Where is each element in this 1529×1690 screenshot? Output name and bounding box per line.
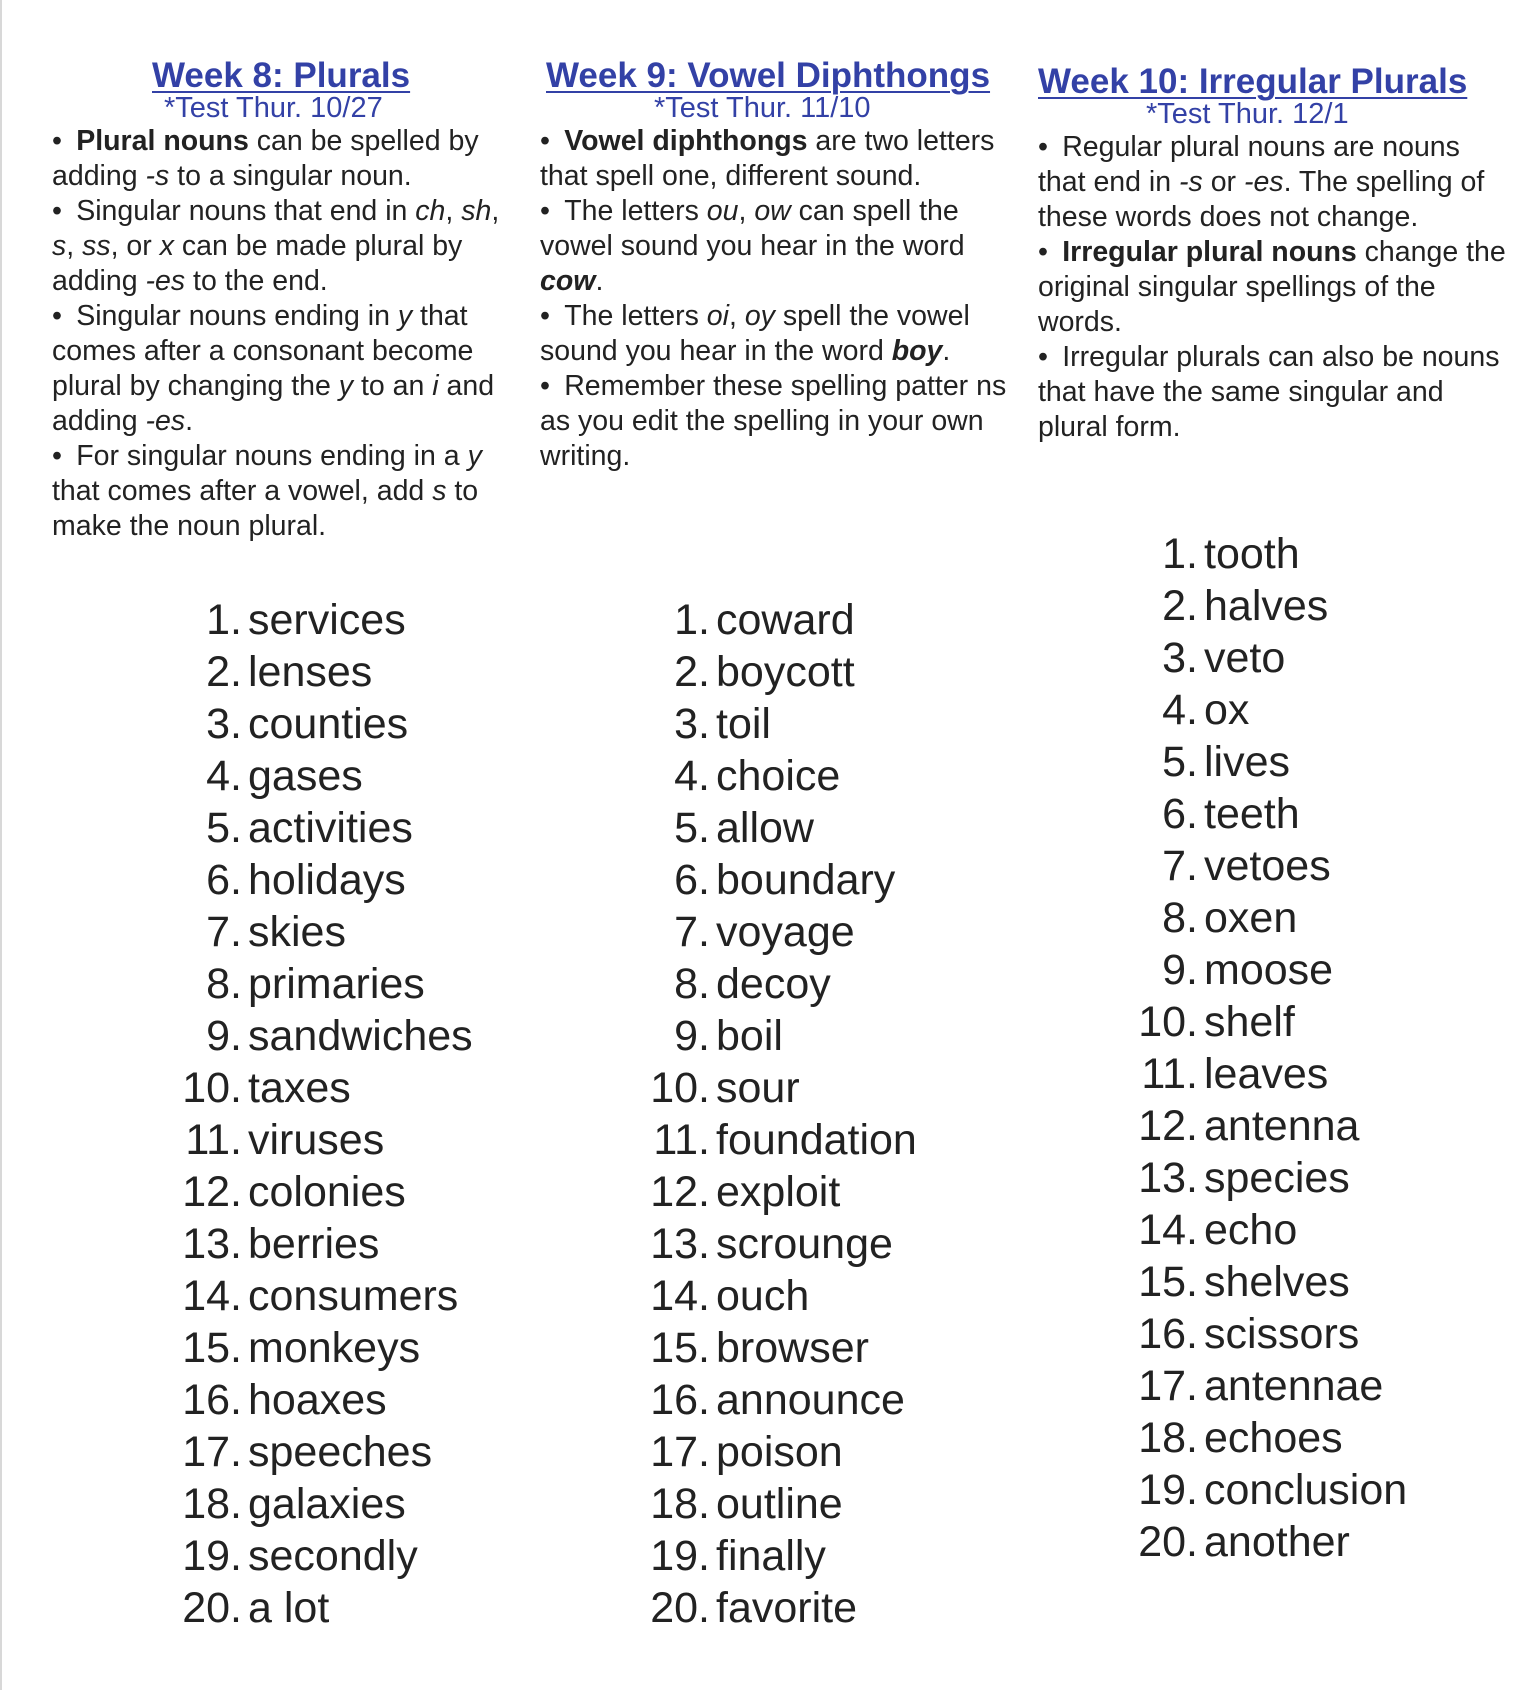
note-text: Remember these spelling patter ns as you edit the spelling in your own writing. [540,370,1007,472]
note-text: can spell the vowel sound you hear in the word [540,195,965,262]
spelling-word: choice [716,752,841,800]
spelling-word: services [248,596,406,644]
note-text: , [66,230,83,262]
spelling-word: sour [716,1064,800,1112]
spelling-word: taxes [248,1064,351,1112]
note-text: . [942,335,951,367]
note-bullet [52,194,522,299]
word-number: 5. [1162,738,1198,786]
spelling-word: favorite [716,1584,858,1632]
note-text: -es [145,265,186,297]
week-10-notes [1038,130,1508,445]
spelling-word: conclusion [1204,1466,1408,1514]
spelling-word: shelf [1204,998,1295,1046]
word-number: 9. [674,1012,710,1060]
note-bullet [1038,235,1508,340]
word-number: 4. [1162,686,1198,734]
spelling-word: berries [248,1220,380,1268]
note-text: spell the vowel sound you hear in the word [540,300,970,367]
word-number: 10. [1138,998,1198,1046]
spelling-word: colonies [248,1168,406,1216]
spelling-word: echo [1204,1206,1298,1254]
note-text: , [445,195,462,227]
note-text: -s [1179,166,1203,198]
spelling-word: ox [1204,686,1250,734]
bullet-dot-icon: • [52,195,62,227]
word-number: 3. [206,700,242,748]
word-number: 4. [674,752,710,800]
spelling-word: gases [248,752,363,800]
spelling-word: teeth [1204,790,1300,838]
note-emphasis: Plural nouns [76,125,249,157]
note-bullet [52,299,522,439]
note-text: are two letters that spell one, different sound. [540,125,995,192]
note-text: -es [145,405,186,437]
note-bullet [1038,340,1508,445]
word-number: 6. [206,856,242,904]
spelling-word: speeches [248,1428,433,1476]
note-text: The letters [564,300,707,332]
note-text: Singular nouns that end in [76,195,416,227]
word-number: 18. [1138,1414,1198,1462]
spelling-word: boundary [716,856,896,904]
spelling-word: tooth [1204,530,1300,578]
bullet-dot-icon: • [540,125,550,157]
note-bullet [540,299,1010,369]
word-number: 15. [650,1324,710,1372]
note-text: , [728,300,745,332]
word-number: 7. [674,908,710,956]
note-text: y [338,370,354,402]
word-number: 19. [1138,1466,1198,1514]
bullet-dot-icon: • [540,300,550,332]
spelling-word: ouch [716,1272,810,1320]
note-text: can be spelled by adding [52,125,479,192]
week-8-title: Week 8: Plurals [152,56,411,95]
week-9-title: Week 9: Vowel Diphthongs [546,56,991,95]
spelling-word: boil [716,1012,783,1060]
word-number: 12. [650,1168,710,1216]
word-number: 13. [650,1220,710,1268]
note-text: ow [754,195,791,227]
word-number: 19. [182,1532,242,1580]
word-number: 10. [182,1064,242,1112]
note-text: Irregular plurals can also be nouns that have the same singular and plural form. [1038,341,1500,443]
note-text: . [595,265,604,297]
word-number: 20. [1138,1518,1198,1566]
word-number: 17. [650,1428,710,1476]
spelling-word: coward [716,596,855,644]
spelling-word: echoes [1204,1414,1343,1462]
note-text: or [1202,166,1244,198]
word-number: 14. [1138,1206,1198,1254]
spelling-word: counties [248,700,409,748]
note-bullet [52,124,522,194]
word-number: 11. [653,1116,710,1164]
spelling-word: shelves [1204,1258,1350,1306]
word-number: 8. [1162,894,1198,942]
note-text: to make the noun plural. [52,475,479,542]
word-number: 15. [1138,1258,1198,1306]
bullet-dot-icon: • [52,125,62,157]
spelling-word: foundation [716,1116,917,1164]
word-number: 12. [1138,1102,1198,1150]
note-text: , or [110,230,160,262]
note-text: Regular plural nouns are nouns that end in [1038,131,1460,198]
note-emphasis: Irregular plural nouns [1062,236,1357,268]
note-text: y [397,300,413,332]
note-bullet [1038,130,1508,235]
bullet-dot-icon: • [1038,131,1048,163]
spelling-word: another [1204,1518,1350,1566]
spelling-word: monkeys [248,1324,421,1372]
word-number: 10. [650,1064,710,1112]
note-text: to the end. [185,265,328,297]
note-text: ss [82,230,111,262]
note-text: s [432,475,447,507]
word-number: 4. [206,752,242,800]
note-text: . [185,405,194,437]
word-number: 14. [182,1272,242,1320]
spelling-word: species [1204,1154,1350,1202]
note-text: For singular nouns ending in a [76,440,468,472]
word-number: 1. [1162,530,1198,578]
spelling-word: a lot [248,1584,330,1632]
word-number: 13. [1138,1154,1198,1202]
word-number: 16. [182,1376,242,1424]
word-number: 18. [182,1480,242,1528]
word-number: 5. [674,804,710,852]
spelling-word: leaves [1204,1050,1329,1098]
spelling-word: boycott [716,648,855,696]
note-text: oy [744,300,775,332]
word-number: 16. [650,1376,710,1424]
word-number: 12. [182,1168,242,1216]
spelling-word: exploit [716,1168,841,1216]
word-number: 13. [182,1220,242,1268]
week-8-test-date: *Test Thur. 10/27 [164,92,383,124]
spelling-word: browser [716,1324,869,1372]
note-bullet [52,439,522,544]
spelling-word: decoy [716,960,831,1008]
spelling-word: antenna [1204,1102,1360,1150]
word-number: 15. [182,1324,242,1372]
spelling-word: oxen [1204,894,1298,942]
spelling-word: finally [716,1532,826,1580]
word-number: 20. [182,1584,242,1632]
note-text: , [491,195,500,227]
note-text: -s [145,160,170,192]
spelling-word: galaxies [248,1480,406,1528]
week-9-test-date: *Test Thur. 11/10 [654,92,871,124]
spelling-word: lenses [248,648,373,696]
spelling-word: consumers [248,1272,459,1320]
word-number: 14. [650,1272,710,1320]
note-text: can be made plural by adding [52,230,463,297]
word-number: 8. [674,960,710,1008]
word-number: 1. [206,596,242,644]
word-number: 17. [182,1428,242,1476]
word-number: 6. [674,856,710,904]
bullet-dot-icon: • [540,370,550,402]
spelling-word: toil [716,700,771,748]
spelling-word: poison [716,1428,843,1476]
bullet-dot-icon: • [1038,236,1048,268]
bullet-dot-icon: • [52,300,62,332]
note-bullet [540,369,1010,474]
note-text: . The spelling of these words does not change. [1038,166,1485,233]
word-number: 1. [674,596,710,644]
note-text: -es [1243,166,1284,198]
note-emphasis: boy [891,335,943,367]
spelling-word: holidays [248,856,406,904]
word-number: 3. [674,700,710,748]
note-text: ou [706,195,739,227]
spelling-word: antennae [1204,1362,1384,1410]
spelling-word: hoaxes [248,1376,387,1424]
word-number: 20. [650,1584,710,1632]
note-text: sh [461,195,492,227]
word-number: 9. [1162,946,1198,994]
note-text: , [738,195,755,227]
word-number: 18. [650,1480,710,1528]
note-emphasis: cow [540,265,596,297]
spelling-word: sandwiches [248,1012,473,1060]
week-9-notes [540,124,1010,474]
note-text: that comes after a consonant become plural by changing the [52,300,474,402]
spelling-word: scrounge [716,1220,893,1268]
note-text: oi [706,300,729,332]
spelling-word: halves [1204,582,1329,630]
word-number: 7. [1162,842,1198,890]
spelling-word: activities [248,804,413,852]
note-text: x [159,230,174,262]
spelling-word: lives [1204,738,1291,786]
spelling-word: viruses [248,1116,385,1164]
note-bullet [540,124,1010,194]
note-text: ch [415,195,446,227]
note-text: to a singular noun. [169,160,412,192]
note-text: that comes after a vowel, add [52,475,433,507]
spelling-word: announce [716,1376,905,1424]
note-text: y [467,440,482,472]
bullet-dot-icon: • [540,195,550,227]
word-number: 6. [1162,790,1198,838]
spelling-word: allow [716,804,814,852]
word-number: 3. [1162,634,1198,682]
word-number: 11. [185,1116,242,1164]
note-text: Singular nouns ending in [76,300,398,332]
spelling-word: outline [716,1480,843,1528]
week-10-test-date: *Test Thur. 12/1 [1146,98,1349,130]
note-text: The letters [564,195,707,227]
word-number: 9. [206,1012,242,1060]
word-number: 11. [1141,1050,1198,1098]
spelling-word: vetoes [1204,842,1331,890]
spelling-word: secondly [248,1532,418,1580]
bullet-dot-icon: • [1038,341,1048,373]
word-number: 19. [650,1532,710,1580]
spelling-word: moose [1204,946,1334,994]
note-text: s [52,230,67,262]
spelling-word: skies [248,908,346,956]
note-text: and adding [52,370,495,437]
note-emphasis: Vowel diphthongs [564,125,808,157]
word-number: 2. [1162,582,1198,630]
word-number: 8. [206,960,242,1008]
week-8-notes [52,124,522,544]
spelling-word: primaries [248,960,425,1008]
note-text: change the original singular spellings of the words. [1038,236,1506,338]
week-10-title: Week 10: Irregular Plurals [1038,62,1468,101]
word-number: 17. [1138,1362,1198,1410]
note-text: i [432,370,439,402]
word-number: 2. [674,648,710,696]
page-edge-rule [0,0,2,1690]
word-number: 16. [1138,1310,1198,1358]
spelling-word: scissors [1204,1310,1360,1358]
bullet-dot-icon: • [52,440,62,472]
word-number: 2. [206,648,242,696]
spelling-word: voyage [716,908,855,956]
note-bullet [540,194,1010,299]
word-number: 7. [206,908,242,956]
word-number: 5. [206,804,242,852]
note-text: to an [353,370,433,402]
spelling-word: veto [1204,634,1286,682]
